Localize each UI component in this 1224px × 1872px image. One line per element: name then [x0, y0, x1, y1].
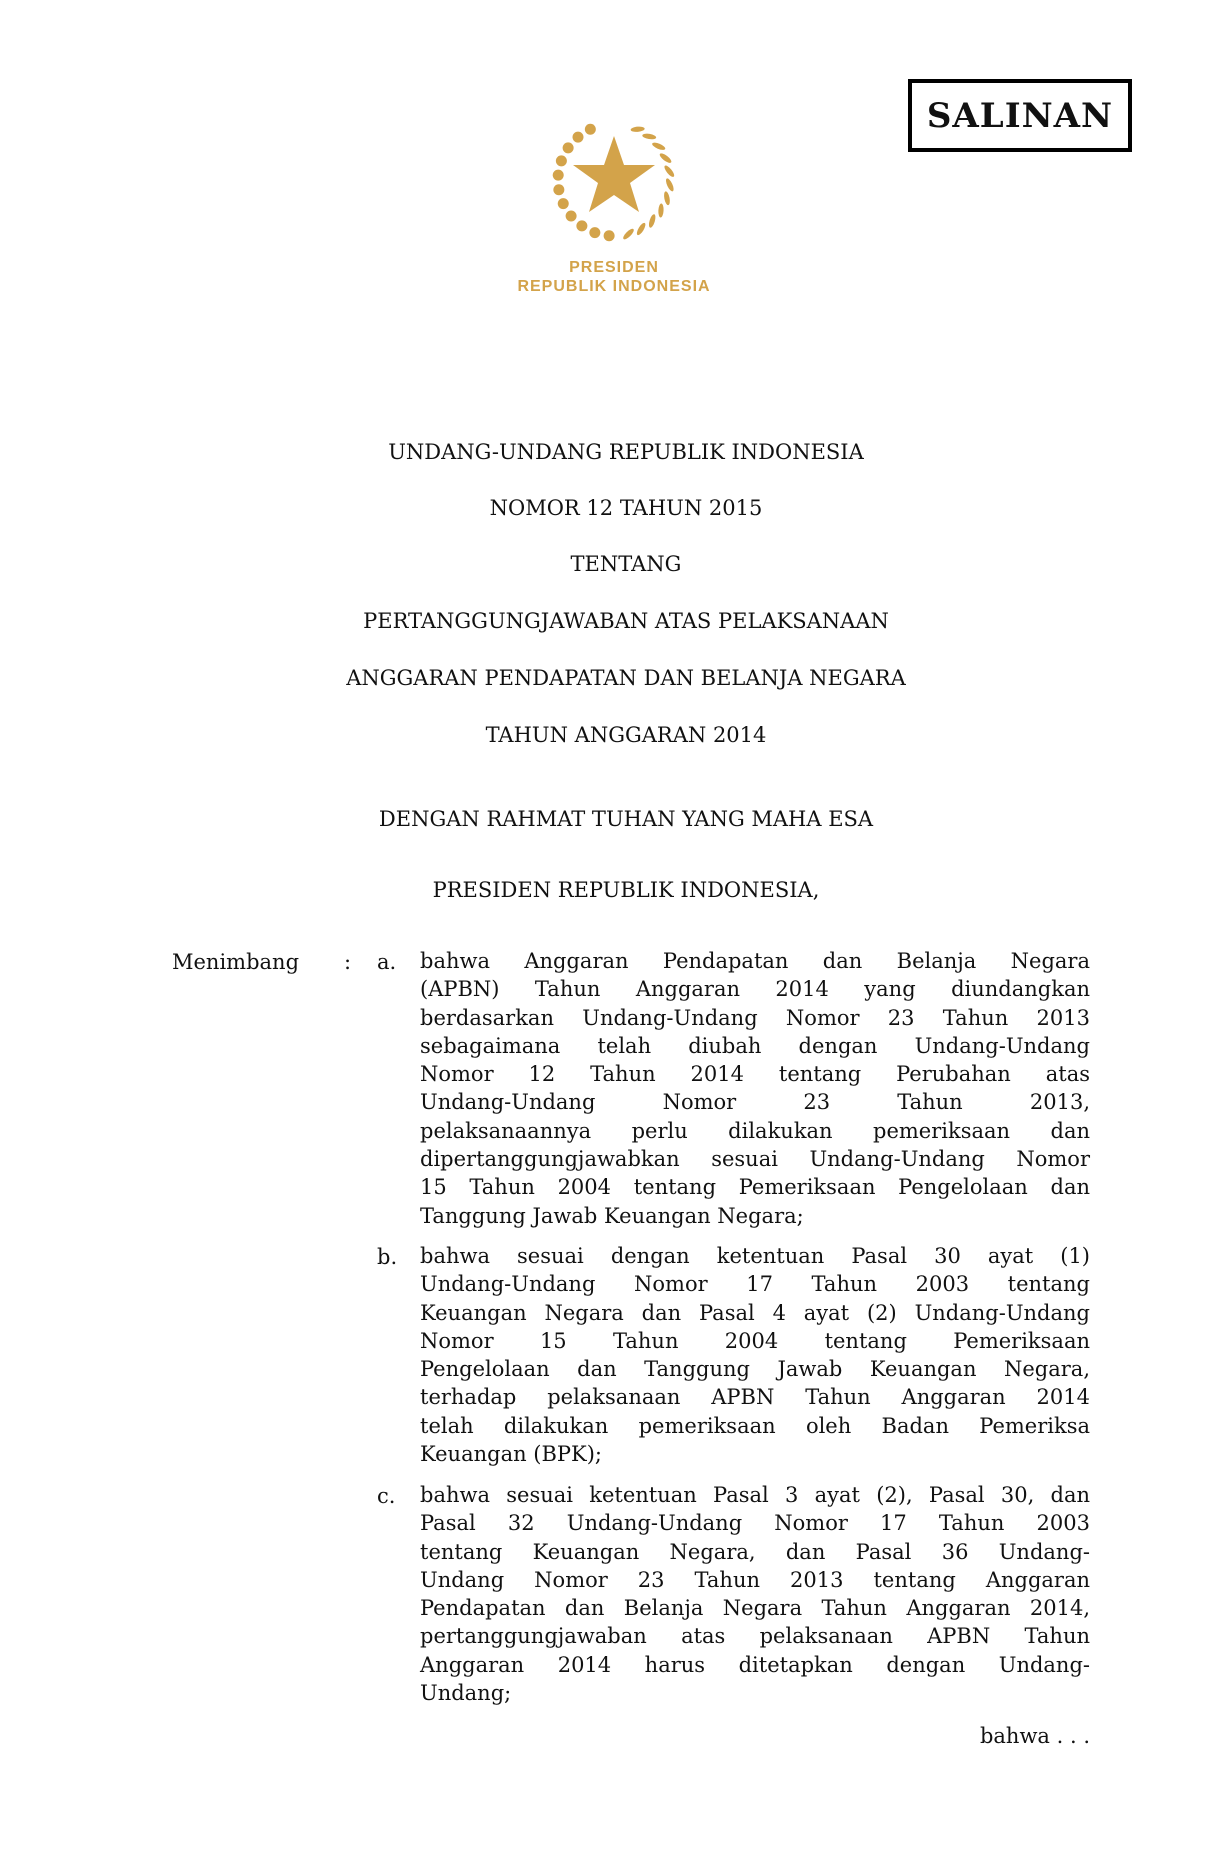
rice-grain-icon: [658, 203, 664, 217]
text-line: Undang;: [420, 1681, 512, 1706]
star-icon: [573, 136, 655, 212]
law-title: UNDANG-UNDANG REPUBLIK INDONESIA: [388, 440, 864, 464]
cotton-flower-icon: [604, 230, 615, 241]
text-line: Anggaran 2014 harus ditetapkan dengan Undang-: [420, 1652, 1090, 1677]
text-line: Undang Nomor 23 Tahun 2013 tentang Anggaran: [420, 1567, 1090, 1592]
continuation-text: bahwa . . .: [979, 1724, 1090, 1748]
rice-grain-icon: [622, 227, 636, 241]
rice-grain-icon: [658, 152, 672, 165]
text-line: Tanggung Jawab Keuangan Negara;: [420, 1203, 804, 1228]
salinan-stamp: SALINAN: [908, 79, 1132, 152]
text-line: 15 Tahun 2004 tentang Pemeriksaan Pengelolaan dan: [420, 1175, 1090, 1200]
rice-grain-icon: [663, 191, 671, 206]
cotton-flower-icon: [573, 132, 584, 143]
emblem-caption-president: PRESIDEN: [569, 259, 659, 276]
text-line: tentang Keuangan Negara, dan Pasal 36 Undang-: [420, 1539, 1090, 1564]
text-line: Pengelolaan dan Tanggung Jawab Keuangan Negara,: [420, 1357, 1090, 1382]
item-letter: a.: [377, 950, 397, 974]
cotton-flower-icon: [558, 198, 569, 209]
cotton-flower-icon: [553, 184, 564, 195]
text-line: bahwa Anggaran Pendapatan dan Belanja Negara: [420, 949, 1090, 973]
garuda-star-emblem-icon: [548, 112, 680, 244]
rice-grain-icon: [648, 214, 657, 229]
invocation: DENGAN RAHMAT TUHAN YANG MAHA ESA: [378, 807, 874, 831]
text-line: Undang-Undang Nomor 23 Tahun 2013,: [420, 1090, 1090, 1115]
item-letter: c.: [377, 1484, 396, 1508]
text-line: Keuangan (BPK);: [420, 1442, 602, 1467]
text-line: Nomor 15 Tahun 2004 tentang Pemeriksaan: [420, 1328, 1090, 1353]
cotton-flower-icon: [556, 155, 567, 166]
text-line: bahwa sesuai dengan ketentuan Pasal 30 ayat (1): [420, 1244, 1090, 1268]
text-line: Undang-Undang Nomor 17 Tahun 2003 tentang: [420, 1272, 1090, 1297]
text-line: Keuangan Negara dan Pasal 4 ayat (2) Undang-Undang: [420, 1300, 1090, 1325]
text-line: sebagaimana telah diubah dengan Undang-Undang: [420, 1033, 1090, 1058]
consideration-item: [420, 1242, 1090, 1468]
item-letter: b.: [377, 1245, 398, 1269]
cotton-flower-icon: [563, 142, 574, 153]
text-line: pelaksanaannya perlu dilakukan pemeriksaan dan: [420, 1118, 1090, 1143]
rice-grain-icon: [642, 133, 657, 140]
rice-grain-icon: [630, 126, 644, 132]
emblem-caption-republic: REPUBLIK INDONESIA: [517, 278, 711, 295]
text-line: telah dilakukan pemeriksaan oleh Badan Pemeriksa: [420, 1413, 1090, 1438]
rice-grain-icon: [663, 164, 676, 178]
text-line: Pasal 32 Undang-Undang Nomor 17 Tahun 2003: [420, 1511, 1090, 1536]
rice-grain-icon: [635, 222, 647, 237]
cotton-flower-icon: [566, 210, 577, 221]
consideration-item: [420, 947, 1090, 1230]
rice-grain-icon: [651, 141, 666, 151]
menimbang-label: Menimbang: [172, 950, 300, 974]
text-line: dipertanggungjawabkan sesuai Undang-Undang Nomor: [420, 1147, 1090, 1172]
consideration-item: [420, 1481, 1090, 1707]
text-line: terhadap pelaksanaan APBN Tahun Anggaran 2014: [420, 1385, 1090, 1410]
law-subject-1: PERTANGGUNGJAWABAN ATAS PELAKSANAAN: [363, 609, 889, 633]
law-subject-3: TAHUN ANGGARAN 2014: [485, 723, 767, 747]
cotton-flower-icon: [576, 220, 587, 231]
text-line: berdasarkan Undang-Undang Nomor 23 Tahun 2013: [420, 1005, 1090, 1030]
cotton-flower-icon: [589, 227, 600, 238]
text-line: (APBN) Tahun Anggaran 2014 yang diundangkan: [420, 977, 1090, 1002]
text-line: Nomor 12 Tahun 2014 tentang Perubahan atas: [420, 1062, 1090, 1087]
cotton-flower-icon: [553, 170, 564, 181]
text-line: pertanggungjawaban atas pelaksanaan APBN Tahun: [420, 1624, 1090, 1649]
law-number: NOMOR 12 TAHUN 2015: [489, 496, 763, 520]
law-about: TENTANG: [570, 552, 682, 576]
text-line: Pendapatan dan Belanja Negara Tahun Anggaran 2014,: [420, 1596, 1090, 1621]
menimbang-colon: :: [344, 950, 352, 974]
cotton-flower-icon: [585, 124, 596, 135]
president-heading: PRESIDEN REPUBLIK INDONESIA,: [432, 878, 820, 902]
rice-grain-icon: [664, 177, 675, 192]
law-subject-2: ANGGARAN PENDAPATAN DAN BELANJA NEGARA: [346, 666, 906, 690]
text-line: bahwa sesuai ketentuan Pasal 3 ayat (2), Pasal 30, dan: [420, 1483, 1090, 1507]
